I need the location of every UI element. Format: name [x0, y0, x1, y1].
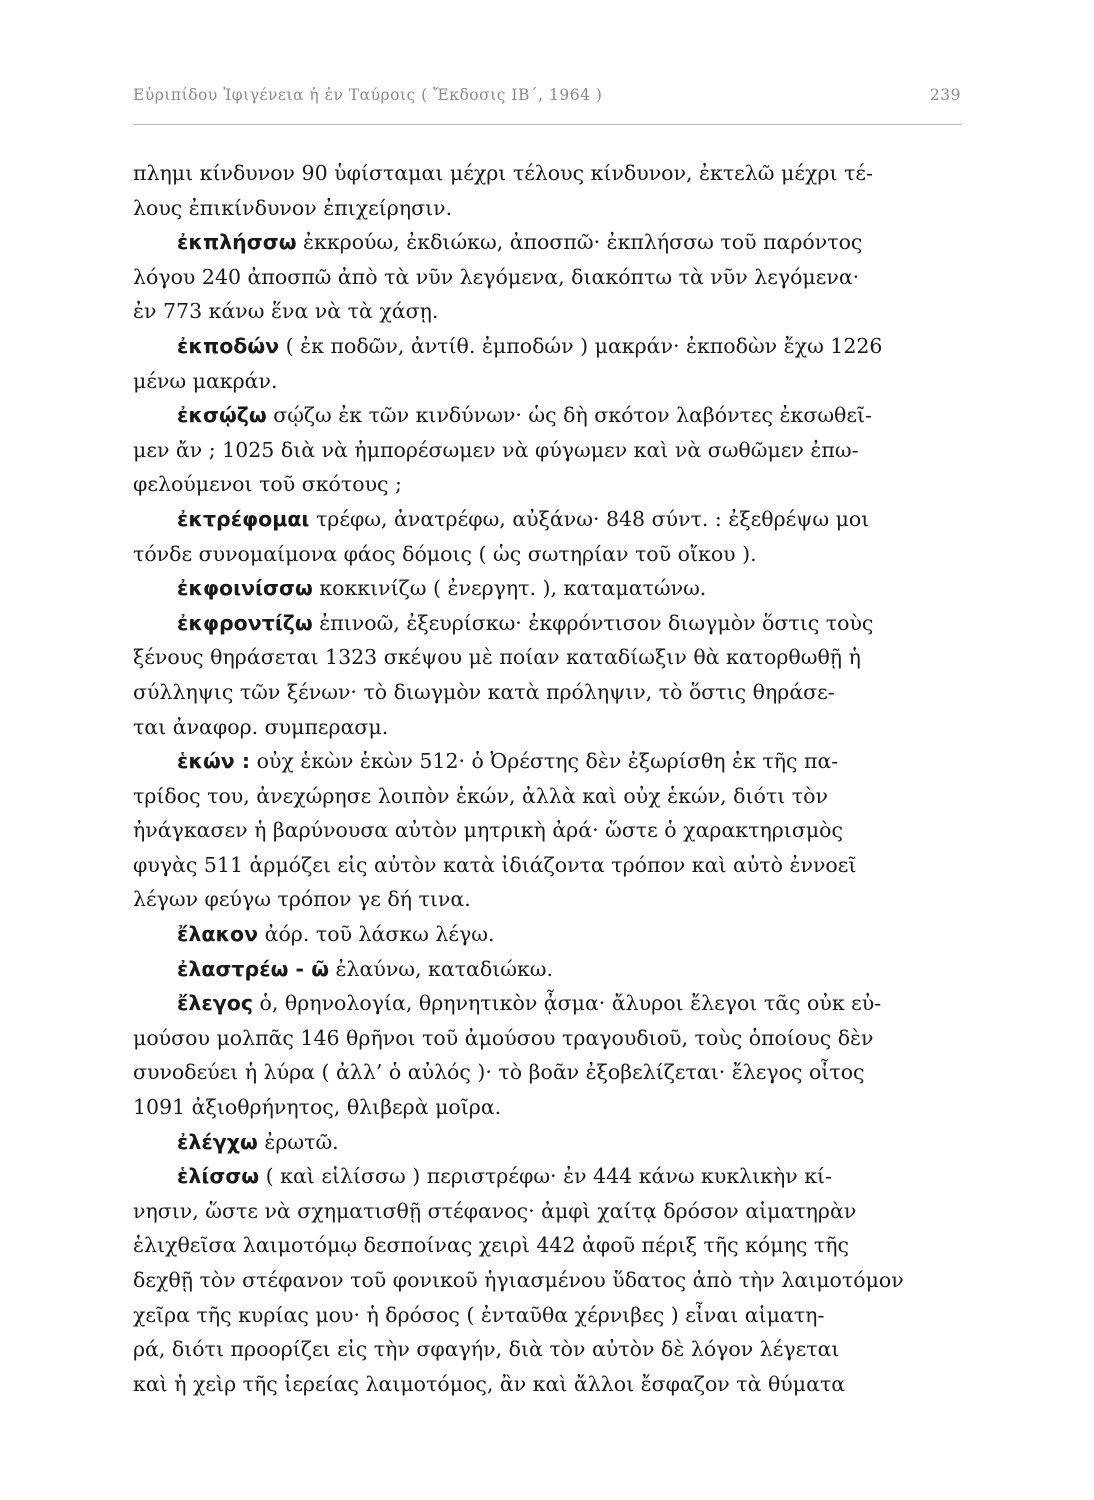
entry-line: [133, 917, 961, 952]
line-text: 1091 ἀξιοθρήνητος, θλιβερὰ μοῖρα.: [133, 1095, 502, 1120]
line-text: ( ἐκ ποδῶν, ἀντίθ. ἐμποδών ) μακράν· ἐκποδὼν ἔχω 1226: [279, 333, 883, 358]
line-text: ἐλαύνω, καταδιώκω.: [329, 956, 554, 981]
line-text: φυγὰς 511 ἁρμόζει εἰς αὐτὸν κατὰ ἰδιάζοντα τρόπον καὶ αὐτὸ ἐννοεῖ: [133, 852, 857, 877]
entry-line: [133, 952, 961, 987]
lexicon-body: [133, 156, 961, 1401]
text-line: [133, 467, 961, 502]
headword: ἔλακον: [177, 922, 259, 947]
text-line: [133, 640, 961, 675]
text-line: [133, 1298, 961, 1333]
headword: ἐκπλήσσω: [177, 230, 297, 255]
text-line: [133, 710, 961, 745]
running-title: Εὐριπίδου Ἰφιγένεια ἡ ἐν Ταύροις ( Ἔκδοσις ΙΒ΄, 1964 ): [133, 86, 603, 104]
text-line: [133, 1263, 961, 1298]
line-text: τρέφω, ἀνατρέφω, αὐξάνω· 848 σύντ. : ἐξεθρέψω μοι: [309, 506, 870, 531]
text-line: [133, 364, 961, 399]
line-text: τόνδε συνομαίμονα φάος δόμοις ( ὡς σωτηρίαν τοῦ οἴκου ).: [133, 541, 757, 566]
headword: ἐκφροντίζω: [177, 610, 313, 635]
text-line: [133, 1021, 961, 1056]
line-text: ἐκκρούω, ἐκδιώκω, ἀποσπῶ· ἐκπλήσσω τοῦ παρόντος: [296, 230, 863, 255]
line-text: ται ἀναφορ. συμπερασμ.: [133, 714, 389, 739]
line-text: λέγων φεύγω τρόπον γε δή τινα.: [133, 887, 471, 912]
line-text: μεν ἄν ; 1025 διὰ νὰ ἠμπορέσωμεν νὰ φύγωμεν καὶ νὰ σωθῶμεν ἐπω-: [133, 437, 859, 462]
line-text: λόγου 240 ἀποσπῶ ἀπὸ τὰ νῦν λεγόμενα, διακόπτω τὰ νῦν λεγόμενα·: [133, 264, 860, 289]
text-line: [133, 433, 961, 468]
header-rule: [133, 124, 961, 125]
line-text: ἐπινοῶ, ἐξευρίσκω· ἐκφρόντισον διωγμὸν ὅστις τοὺς: [312, 610, 874, 635]
text-line: [133, 1367, 961, 1402]
headword: ἐκτρέφομαι: [177, 506, 310, 531]
line-text: ἠνάγκασεν ἡ βαρύνουσα αὐτὸν μητρικὴ ἀρά· ὥστε ὁ χαρακτηρισμὸς: [133, 818, 843, 843]
line-text: κοκκινίζω ( ἐνεργητ. ), καταματώνω.: [312, 576, 707, 601]
entry-line: [133, 1125, 961, 1160]
line-text: καὶ ἡ χεὶρ τῆς ἱερείας λαιμοτόμος, ἂν καὶ ἄλλοι ἔσφαζον τὰ θύματα: [133, 1371, 846, 1396]
running-header: [133, 86, 961, 104]
line-text: μένω μακράν.: [133, 368, 278, 393]
headword: ἐλαστρέω - ῶ: [177, 956, 330, 981]
text-line: [133, 813, 961, 848]
text-line: [133, 1228, 961, 1263]
line-text: ρά, διότι προορίζει εἰς τὴν σφαγήν, διὰ τὸν αὐτὸν δὲ λόγον λέγεται: [133, 1337, 840, 1362]
line-text: φελούμενοι τοῦ σκότους ;: [133, 472, 402, 497]
line-text: ἑλιχθεῖσα λαιμοτόμῳ δεσποίνας χειρὶ 442 ἀφοῦ πέριξ τῆς κόμης τῆς: [133, 1233, 850, 1258]
entry-line: [133, 502, 961, 537]
text-line: [133, 537, 961, 572]
line-text: σύλληψις τῶν ξένων· τὸ διωγμὸν κατὰ πρόληψιν, τὸ ὅστις θηράσε-: [133, 679, 835, 704]
line-text: λους ἐπικίνδυνον ἐπιχείρησιν.: [133, 195, 453, 220]
line-text: νησιν, ὥστε νὰ σχηματισθῇ στέφανος· ἀμφὶ χαίτᾳ δρόσον αἱματηρὰν: [133, 1198, 857, 1223]
line-text: σῴζω ἐκ τῶν κινδύνων· ὡς δὴ σκότον λαβόντες ἐκσωθεῖ-: [266, 403, 872, 428]
headword: ἐκποδών: [177, 333, 280, 358]
text-line: [133, 294, 961, 329]
line-text: ξένους θηράσεται 1323 σκέψου μὲ ποίαν καταδίωξιν θὰ κατορθωθῇ ἡ: [133, 645, 861, 670]
line-text: δεχθῇ τὸν στέφανον τοῦ φονικοῦ ἡγιασμένου ὕδατος ἀπὸ τὴν λαιμοτόμον: [133, 1268, 904, 1292]
entry-line: [133, 744, 961, 779]
text-line: [133, 675, 961, 710]
text-line: [133, 260, 961, 295]
line-text: πλημι κίνδυνον 90 ὑφίσταμαι μέχρι τέλους κίνδυνον, ἐκτελῶ μέχρι τέ-: [133, 161, 873, 185]
line-text: ἀόρ. τοῦ λάσκω λέγω.: [258, 922, 495, 947]
line-text: χεῖρα τῆς κυρίας μου· ἡ δρόσος ( ἐνταῦθα χέρνιβες ) εἶναι αἱματη-: [133, 1302, 825, 1327]
entry-line: [133, 986, 961, 1021]
line-text: ἐν 773 κάνω ἕνα νὰ τὰ χάσῃ.: [133, 299, 439, 324]
text-line: [133, 848, 961, 883]
entry-line: [133, 225, 961, 260]
text-line: [133, 1090, 961, 1125]
headword: ἐκσῴζω: [177, 403, 267, 428]
line-text: οὐχ ἑκὼν ἑκὼν 512· ὁ Ὀρέστης δὲν ἐξωρίσθη ἐκ τῆς πα-: [250, 749, 839, 774]
entry-line: [133, 329, 961, 364]
page-number: 239: [929, 86, 961, 104]
line-text: τρίδος του, ἀνεχώρησε λοιπὸν ἑκών, ἀλλὰ καὶ οὐχ ἑκών, διότι τὸν: [133, 783, 828, 808]
text-line: [133, 156, 961, 191]
headword: ἔλεγος: [177, 991, 253, 1016]
line-text: ἐρωτῶ.: [257, 1129, 339, 1154]
text-line: [133, 1055, 961, 1090]
headword: ἑλίσσω: [177, 1164, 260, 1189]
line-text: μούσου μολπᾶς 146 θρῆνοι τοῦ ἀμούσου τραγουδιοῦ, τοὺς ὁποίους δὲν: [133, 1025, 874, 1050]
entry-line: [133, 1159, 961, 1194]
headword: ἐκφοινίσσω: [177, 576, 313, 601]
entry-line: [133, 398, 961, 433]
headword: ἐλέγχω: [177, 1129, 258, 1154]
line-text: ὁ, θρηνολογία, θρηνητικὸν ᾆσμα· ἄλυροι ἔλεγοι τᾶς οὐκ εὐ-: [253, 991, 882, 1016]
text-line: [133, 1194, 961, 1229]
entry-line: [133, 571, 961, 606]
headword: ἑκών :: [177, 749, 251, 774]
text-line: [133, 191, 961, 226]
entry-line: [133, 606, 961, 641]
text-line: [133, 882, 961, 917]
text-line: [133, 1332, 961, 1367]
line-text: ( καὶ εἱλίσσω ) περιστρέφω· ἐν 444 κάνω κυκλικὴν κί-: [259, 1164, 833, 1189]
text-line: [133, 779, 961, 814]
line-text: συνοδεύει ἡ λύρα ( ἀλλ’ ὁ αὐλός )· τὸ βοᾶν ἐξοβελίζεται· ἔλεγος οἶτος: [133, 1060, 865, 1085]
